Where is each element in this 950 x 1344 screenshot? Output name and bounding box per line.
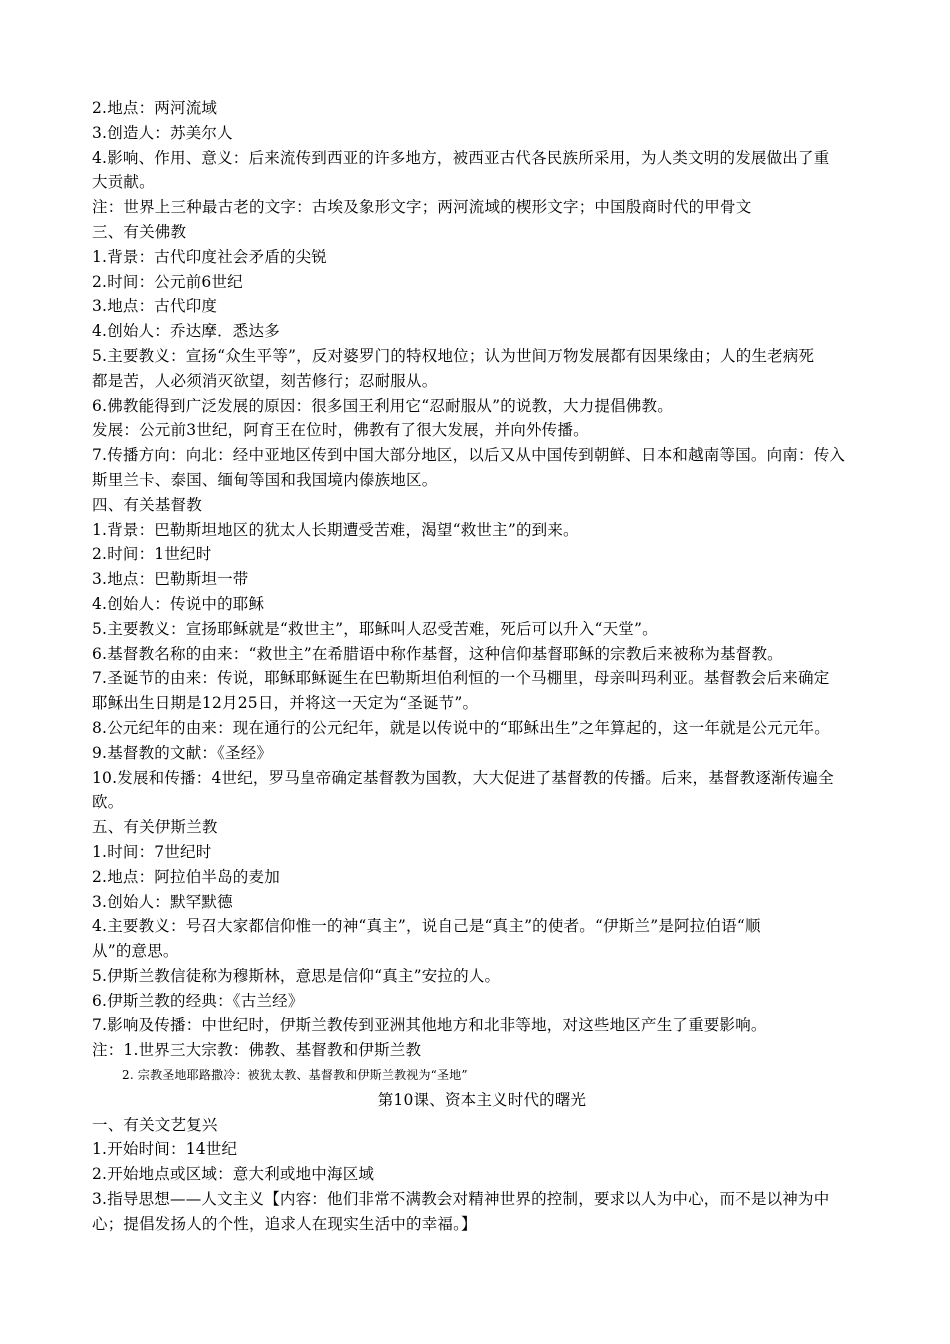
section-heading: 三、有关佛教 bbox=[92, 222, 187, 241]
text-line: 1.时间：7世纪时 bbox=[92, 842, 212, 861]
text-line: 2.时间：公元前6世纪 bbox=[92, 272, 243, 291]
text-line: 4.创始人：传说中的耶稣 bbox=[92, 594, 265, 613]
text-line: 1.背景：古代印度社会矛盾的尖锐 bbox=[92, 247, 327, 266]
text-line: 3.创造人：苏美尔人 bbox=[92, 123, 233, 142]
text-line: 欧。 bbox=[92, 793, 124, 812]
text-line: 3.地点：古代印度 bbox=[92, 297, 218, 316]
text-line: 4.影响、作用、意义：后来流传到西亚的许多地方，被西亚古代各民族所采用，为人类文明的发展做出了重 bbox=[92, 148, 830, 167]
text-line: 从”的意思。 bbox=[92, 942, 179, 961]
text-line: 4.创始人：乔达摩．悉达多 bbox=[92, 322, 280, 341]
lesson-title: 第10课、资本主义时代的曙光 bbox=[377, 1090, 587, 1109]
text-line: 10.发展和传播：4世纪，罗马皇帝确定基督教为国教，大大促进了基督教的传播。后来，基督教逐渐传遍全 bbox=[92, 768, 834, 787]
text-line: 耶稣出生日期是12月25日，并将这一天定为“圣诞节”。 bbox=[92, 694, 479, 713]
note-line: 2. 宗教圣地耶路撒冷：被犹太教、基督教和伊斯兰教视为“圣地” bbox=[122, 1068, 468, 1083]
text-line: 大贡献。 bbox=[92, 173, 155, 192]
text-line: 9.基督教的文献：《圣经》 bbox=[92, 743, 273, 762]
text-line: 2.地点：阿拉伯半岛的麦加 bbox=[92, 867, 280, 886]
text-line: 4.主要教义：号召大家都信仰惟一的神“真主”，说自己是“真主”的使者。“伊斯兰”是阿拉伯语“顺 bbox=[92, 917, 761, 936]
text-line: 2.开始地点或区域：意大利或地中海区域 bbox=[92, 1165, 375, 1184]
text-line: 8.公元纪年的由来：现在通行的公元纪年，就是以传说中的“耶稣出生”之年算起的，这一年就是公元元年。 bbox=[92, 718, 830, 737]
text-line: 5.主要教义：宣扬“众生平等”，反对婆罗门的特权地位；认为世间万物发展都有因果缘由；人的生老病死 bbox=[92, 346, 815, 365]
text-line: 7.圣诞节的由来：传说，耶稣耶稣诞生在巴勒斯坦伯利恒的一个马棚里，母亲叫玛利亚。基督教会后来确定 bbox=[92, 669, 830, 688]
text-line: 注：世界上三种最古老的文字：古埃及象形文字；两河流域的楔形文字；中国殷商时代的甲骨文 bbox=[92, 198, 752, 217]
text-line: 2.地点：两河流域 bbox=[92, 99, 218, 117]
section-heading: 一、有关文艺复兴 bbox=[92, 1115, 218, 1134]
text-line: 2.时间：1世纪时 bbox=[92, 545, 212, 564]
text-line: 1.开始时间：14世纪 bbox=[92, 1140, 238, 1159]
text-line: 6.基督教名称的由来：“救世主”在希腊语中称作基督，这种信仰基督耶稣的宗教后来被称为基督教。 bbox=[92, 644, 783, 663]
text-line: 6.伊斯兰教的经典：《古兰经》 bbox=[92, 991, 304, 1010]
text-line: 7.影响及传播：中世纪时，伊斯兰教传到亚洲其他地方和北非等地，对这些地区产生了重要影响。 bbox=[92, 1016, 767, 1035]
text-line: 3.地点：巴勒斯坦一带 bbox=[92, 570, 249, 589]
text-line: 5.伊斯兰教信徒称为穆斯林，意思是信仰“真主”安拉的人。 bbox=[92, 966, 501, 985]
section-heading: 五、有关伊斯兰教 bbox=[92, 818, 218, 837]
text-line: 5.主要教义：宣扬耶稣就是“救世主”，耶稣叫人忍受苦难，死后可以升入“天堂”。 bbox=[92, 619, 658, 638]
text-line: 斯里兰卡、泰国、缅甸等国和我国境内傣族地区。 bbox=[92, 470, 438, 489]
text-line: 3.创始人：默罕默德 bbox=[92, 892, 233, 911]
text-line: 1.背景：巴勒斯坦地区的犹太人长期遭受苦难，渴望“救世主”的到来。 bbox=[92, 520, 579, 539]
note-line: 注：1.世界三大宗教：佛教、基督教和伊斯兰教 bbox=[92, 1041, 422, 1060]
text-line: 发展：公元前3世纪，阿育王在位时，佛教有了很大发展，并向外传播。 bbox=[92, 421, 589, 440]
text-line: 3.指导思想——人文主义【内容：他们非常不满教会对精神世界的控制，要求以人为中心，而不是以神为中 bbox=[92, 1190, 830, 1209]
text-line: 7.传播方向：向北：经中亚地区传到中国大部分地区，以后又从中国传到朝鲜、日本和越南等国。向南：传入 bbox=[92, 446, 846, 465]
text-line: 都是苦，人必须消灭欲望，刻苦修行；忍耐服从。 bbox=[92, 371, 438, 390]
section-heading: 四、有关基督教 bbox=[92, 495, 202, 514]
document-page bbox=[92, 96, 877, 1237]
text-line: 6.佛教能得到广泛发展的原因：很多国王利用它“忍耐服从”的说教，大力提倡佛教。 bbox=[92, 396, 673, 415]
text-line: 心；提倡发扬人的个性，追求人在现实生活中的幸福。】 bbox=[92, 1214, 477, 1233]
